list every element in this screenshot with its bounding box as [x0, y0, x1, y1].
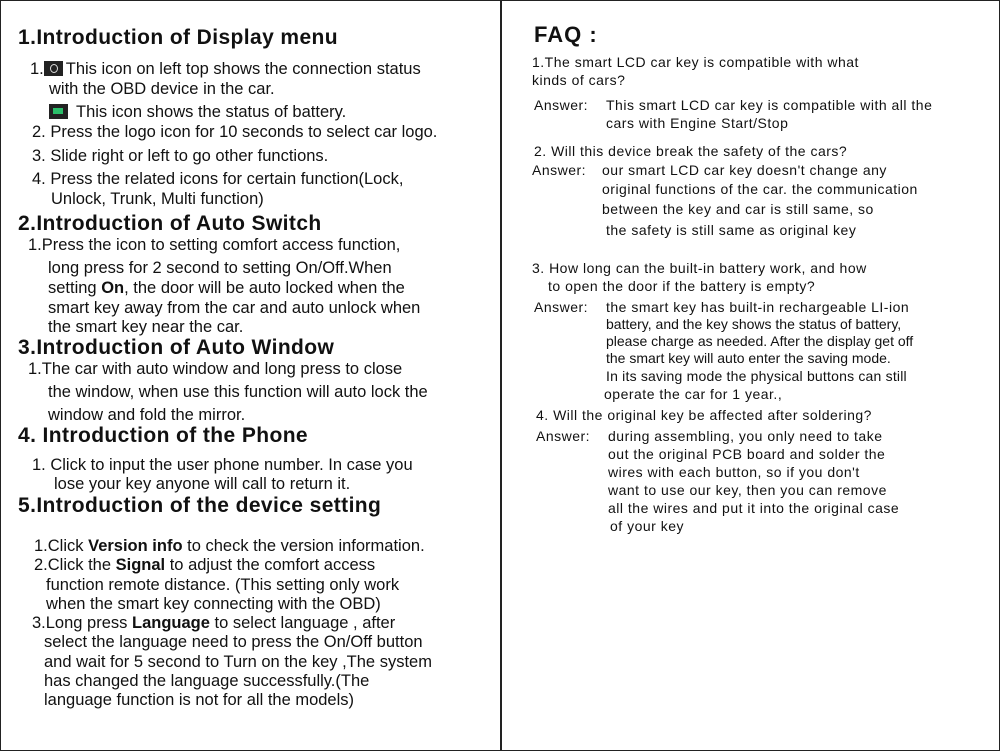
text-segment: 1.Click [34, 537, 89, 555]
faq-a3-line4: the smart key will auto enter the saving mode. [606, 350, 891, 366]
faq-q4: 4. Will the original key be affected after soldering? [536, 407, 872, 423]
faq-q1-line1: 1.The smart LCD car key is compatible with what [532, 54, 859, 70]
battery-status-icon [49, 104, 68, 119]
auto-switch-line-5: the smart key near the car. [48, 318, 244, 336]
section-4-heading: 4. Introduction of the Phone [18, 424, 309, 447]
auto-switch-line-1: 1.Press the icon to setting comfort access function, [28, 236, 401, 254]
faq-a4-line4: want to use our key, then you can remove [608, 482, 887, 498]
display-item-1 [30, 60, 421, 79]
faq-a1-line1: This smart LCD car key is compatible with all the [606, 97, 933, 113]
faq-a3-label: Answer: [534, 299, 589, 315]
auto-window-line-2: the window, when use this function will auto lock the [48, 383, 428, 401]
phone-line-2: lose your key anyone will call to return it. [54, 475, 351, 493]
faq-a3-line5: In its saving mode the physical buttons can still [606, 368, 907, 384]
bold-term: Language [131, 614, 210, 632]
faq-q3-line1: 3. How long can the built-in battery work, and how [532, 260, 867, 276]
faq-a1-label: Answer: [534, 97, 589, 113]
device-setting-item-3-line5: language function is not for all the models) [44, 691, 355, 709]
item-text: This icon shows the status of battery. [76, 103, 347, 121]
faq-a4-label: Answer: [536, 428, 591, 444]
display-item-3: 3. Slide right or left to go other functions. [32, 147, 329, 165]
text-segment: to check the version information. [182, 537, 425, 555]
item-text: This icon on left top shows the connection status [65, 60, 421, 78]
device-setting-item-3-line2: select the language need to press the On/Off button [44, 633, 423, 651]
section-3-heading: 3.Introduction of Auto Window [18, 336, 335, 359]
device-setting-item-2-line2: function remote distance. (This setting only work [46, 576, 400, 594]
text-segment: setting [48, 279, 102, 297]
display-item-2: 2. Press the logo icon for 10 seconds to select car logo. [32, 123, 438, 141]
faq-a3-line3: please charge as needed. After the display get off [606, 333, 914, 349]
device-setting-item-3-line4: has changed the language successfully.(The [44, 672, 370, 690]
auto-switch-line-3 [48, 279, 405, 298]
bold-term: Signal [115, 556, 166, 574]
faq-a2-label: Answer: [532, 162, 587, 178]
device-setting-item-3-line3: and wait for 5 second to Turn on the key ,The system [44, 653, 432, 671]
faq-q1-line2: kinds of cars? [532, 72, 626, 88]
item-number: 1. [30, 60, 44, 78]
text-segment: to adjust the comfort access [165, 556, 376, 574]
text-segment: 3.Long press [32, 614, 132, 632]
text-segment: 2.Click the [34, 556, 116, 574]
connection-status-icon [44, 61, 63, 76]
faq-a2-line1: our smart LCD car key doesn't change any [602, 162, 887, 178]
faq-a3-line1: the smart key has built-in rechargeable LI-ion [606, 299, 910, 315]
faq-q2: 2. Will this device break the safety of the cars? [534, 143, 848, 159]
display-item-4: 4. Press the related icons for certain function(Lock, [32, 170, 404, 188]
device-setting-item-3 [32, 614, 395, 633]
section-2-heading: 2.Introduction of Auto Switch [18, 212, 322, 235]
faq-a4-line5: all the wires and put it into the original case [608, 500, 900, 516]
display-item-1-line2: with the OBD device in the car. [49, 80, 275, 98]
faq-a4-line3: wires with each button, so if you don't [608, 464, 860, 480]
bold-term: On [101, 279, 125, 297]
faq-title: FAQ : [534, 22, 598, 47]
phone-line-1: 1. Click to input the user phone number. In case you [32, 456, 413, 474]
device-setting-item-2-line3: when the smart key connecting with the OBD) [46, 595, 381, 613]
faq-a4-line2: out the original PCB board and solder the [608, 446, 886, 462]
device-setting-item-1 [34, 537, 425, 556]
auto-window-line-1: 1.The car with auto window and long press to close [28, 360, 403, 378]
faq-a2-line2: original functions of the car. the communication [602, 181, 918, 197]
display-item-4-line2: Unlock, Trunk, Multi function) [51, 190, 264, 208]
auto-switch-line-2: long press for 2 second to setting On/Off.When [48, 259, 392, 277]
text-segment: , the door will be auto locked when the [124, 279, 405, 297]
faq-a3-line6: operate the car for 1 year., [604, 386, 783, 402]
display-item-1b [49, 103, 346, 122]
device-setting-item-2 [34, 556, 375, 575]
section-5-heading: 5.Introduction of the device setting [18, 494, 382, 517]
faq-a1-line2: cars with Engine Start/Stop [606, 115, 789, 131]
faq-a4-line6: of your key [610, 518, 684, 534]
bold-term: Version info [88, 537, 183, 555]
text-segment: to select language , after [209, 614, 396, 632]
column-divider [500, 0, 502, 751]
section-1-heading: 1.Introduction of Display menu [18, 26, 339, 49]
faq-a4-line1: during assembling, you only need to take [608, 428, 883, 444]
auto-switch-line-4: smart key away from the car and auto unlock when [48, 299, 421, 317]
faq-a2-line4: the safety is still same as original key [606, 222, 857, 238]
faq-a3-line2: battery, and the key shows the status of battery, [606, 316, 902, 332]
faq-q3-line2: to open the door if the battery is empty? [548, 278, 816, 294]
auto-window-line-3: window and fold the mirror. [48, 406, 246, 424]
faq-a2-line3: between the key and car is still same, so [602, 201, 874, 217]
